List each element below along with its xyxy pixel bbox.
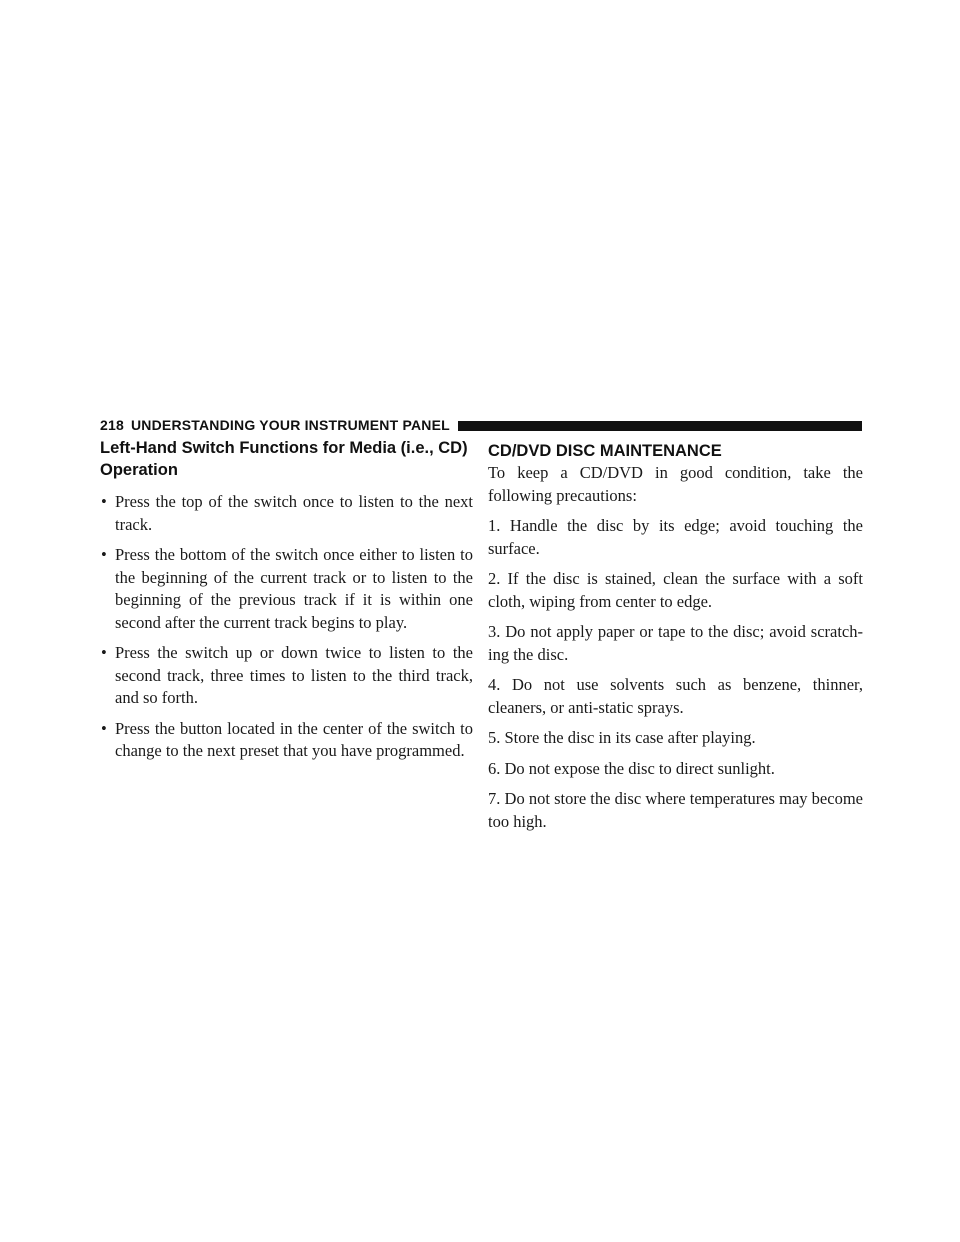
maintenance-step: 3. Do not apply paper or tape to the disc; avoid scratch-ing the disc. xyxy=(488,622,863,664)
list-item-text: Press the switch up or down twice to listen to the second track, three times to listen to the third track, and so forth. xyxy=(115,643,473,707)
media-switch-heading: Left-Hand Switch Functions for Media (i.e., CD) Operation xyxy=(100,439,468,479)
page-number: 218 xyxy=(100,417,124,433)
maintenance-step: 2. If the disc is stained, clean the surface with a soft cloth, wiping from center to edge. xyxy=(488,569,863,611)
list-item-text: Press the top of the switch once to listen to the next track. xyxy=(115,492,473,534)
maintenance-step: 6. Do not expose the disc to direct sunlight. xyxy=(488,758,775,778)
bullet-icon: • xyxy=(101,643,107,662)
maintenance-step: 1. Handle the disc by its edge; avoid touching the surface. xyxy=(488,516,863,558)
maintenance-step: 7. Do not store the disc where temperatures may become too high. xyxy=(488,789,863,831)
maintenance-step: 5. Store the disc in its case after playing. xyxy=(488,728,756,747)
right-column xyxy=(488,441,863,841)
list-item-text: Press the button located in the center of the switch to change to the next preset that you have programmed. xyxy=(115,718,473,760)
bullet-icon: • xyxy=(101,492,107,511)
section-title: UNDERSTANDING YOUR INSTRUMENT PANEL xyxy=(130,417,450,433)
list-item xyxy=(100,544,473,634)
media-switch-bullet-list xyxy=(100,491,473,763)
bullet-icon: • xyxy=(101,718,107,738)
left-column xyxy=(100,437,473,771)
disc-maintenance-heading: CD/DVD DISC MAINTENANCE xyxy=(488,442,722,460)
disc-maintenance-intro: To keep a CD/DVD in good condition, take the following precautions: xyxy=(488,463,863,505)
maintenance-step: 4. Do not use solvents such as benzene, thinner, cleaners, or anti-static sprays. xyxy=(488,675,863,717)
bullet-icon: • xyxy=(101,545,107,564)
header-rule xyxy=(458,421,862,431)
list-item xyxy=(100,718,473,763)
list-item xyxy=(100,491,473,536)
list-item xyxy=(100,642,473,710)
list-item-text: Press the bottom of the switch once either to listen to the beginning of the current track or to listen to the beginning of the previous track if it is within one second after the current track begins to play. xyxy=(115,545,473,632)
page-header xyxy=(100,415,862,435)
